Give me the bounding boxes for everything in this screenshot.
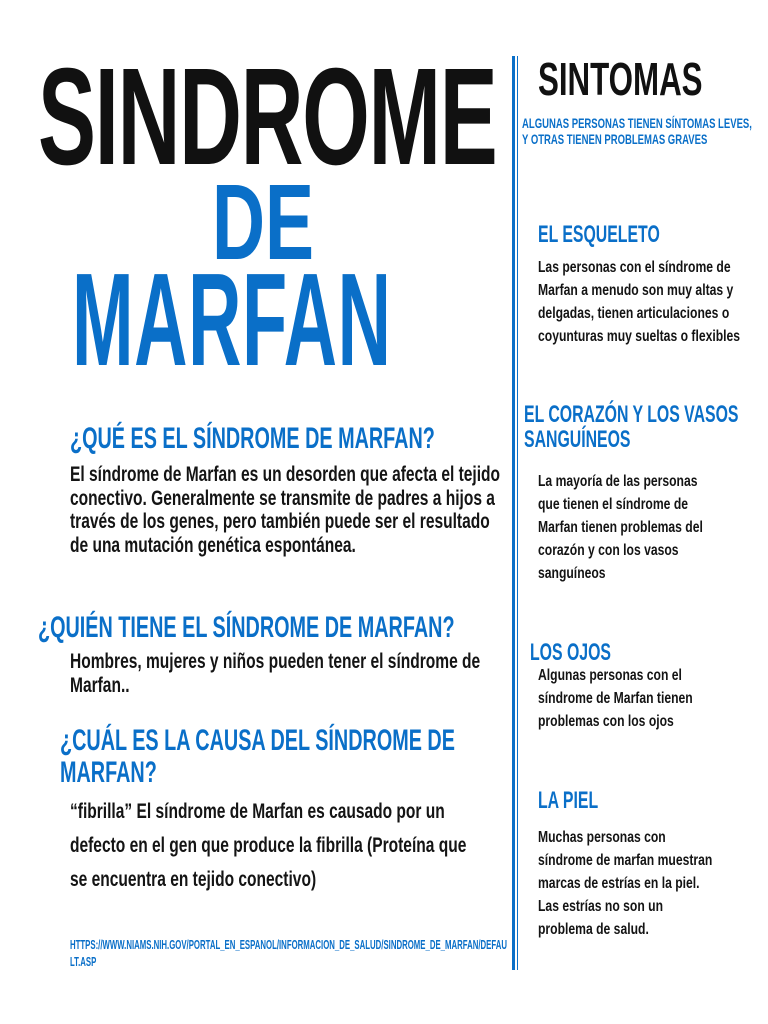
symptom-text-skeleton: Las personas con el síndrome de Marfan a menudo son muy altas y delgadas, tienen articulaciones o coyunturas muy sueltas o flexibles [538,259,741,345]
section-heading-who-has: ¿QUIÉN TIENE EL SÍNDROME DE MARFAN? [38,611,455,644]
symptoms-title: SINTOMAS [538,53,703,105]
section-text-who-has: Hombres, mujeres y niños pueden tener el síndrome de Marfan.. [70,650,481,697]
symptom-heading-heart: EL CORAZÓN Y LOS VASOS SANGUÍNEOS [524,401,739,453]
title-text-3: MARFAN [72,246,392,393]
symptom-text-skin: Muchas personas con síndrome de marfan muestran marcas de estrías en la piel. Las estrías no son un problema de salud. [538,829,713,938]
symptom-heading-skeleton: EL ESQUELETO [538,221,660,248]
title-text-2: DE [212,161,315,282]
title-line-marfan [72,246,452,393]
symptom-heading-skin: LA PIEL [538,787,599,814]
source-link[interactable]: HTTPS://WWW.NIAMS.NIH.GOV/PORTAL_EN_ESPANOL/INFORMACION_DE_SALUD/SINDROME_DE_MARFAN/DEFAULT.ASP [70,937,507,969]
symptom-text-heart: La mayoría de las personas que tienen el síndrome de Marfan tienen problemas del corazón y con los vasos sanguíneos [538,473,703,582]
title-line-de [212,161,352,282]
symptom-heading-eyes: LOS OJOS [530,639,611,666]
column-divider [512,56,518,970]
symptom-text-eyes: Algunas personas con el síndrome de Marfan tienen problemas con los ojos [538,667,693,730]
section-heading-cause: ¿CUÁL ES LA CAUSA DEL SÍNDROME DE MARFAN? [60,724,455,789]
title-text-1: SINDROME [38,40,497,194]
symptoms-subtitle: ALGUNAS PERSONAS TIENEN SÍNTOMAS LEVES, Y OTRAS TIENEN PROBLEMAS GRAVES [522,115,752,147]
title-line-sindrome [38,40,508,194]
section-heading-what-is: ¿QUÉ ES EL SÍNDROME DE MARFAN? [70,422,435,455]
section-text-what-is: El síndrome de Marfan es un desorden que afecta el tejido conectivo. Generalmente se transmite de padres a hijos a través de los genes, pero también puede ser el resultado de una mutación genética espontánea. [70,463,501,557]
section-text-cause: “fibrilla” El síndrome de Marfan es causado por un defecto en el gen que produce la fibrilla (Proteína que se encuentra en tejido conectivo) [70,800,467,891]
